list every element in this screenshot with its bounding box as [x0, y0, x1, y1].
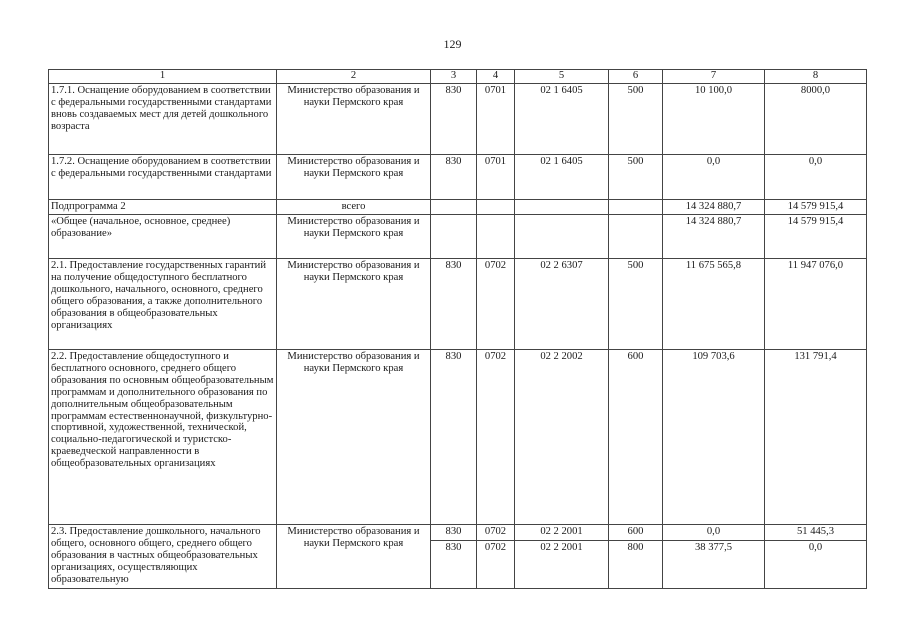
section-cell: [477, 200, 515, 215]
target-article-cell: [515, 525, 609, 589]
expense-type-cell: 500: [609, 259, 663, 350]
row-name-cell: Подпрограмма 2: [49, 200, 277, 215]
amount-cell: 131 791,4: [765, 350, 867, 525]
table-row: [49, 84, 867, 155]
code-cell: [431, 215, 477, 259]
target-article-cell: [515, 200, 609, 215]
department-cell: Министерство образования и науки Пермского края: [277, 525, 431, 589]
row-name-cell: 1.7.1. Оснащение оборудованием в соответствии с федеральными государственными стандартами вновь создаваемых мест для детей дошкольного возраста: [49, 84, 277, 155]
header-cell: 1: [49, 70, 277, 84]
department-cell: Министерство образования и науки Пермского края: [277, 350, 431, 525]
subline-value: 600: [627, 526, 644, 537]
department-cell: всего: [277, 200, 431, 215]
target-article-cell: 02 2 6307: [515, 259, 609, 350]
amount-cell: 14 324 880,7: [663, 215, 765, 259]
subline-value: 02 2 2001: [540, 541, 583, 553]
target-article-cell: [515, 215, 609, 259]
table-row: [49, 215, 867, 259]
subline-value: 0,0: [808, 541, 823, 553]
row-name-cell: «Общее (начальное, основное, среднее) образование»: [49, 215, 277, 259]
subline-value: 0,0: [706, 526, 721, 537]
department-cell: Министерство образования и науки Пермского края: [277, 215, 431, 259]
subline-value: 38 377,5: [694, 541, 733, 553]
amount-cell: 11 947 076,0: [765, 259, 867, 350]
expense-type-cell: [609, 215, 663, 259]
code-cell: 830: [431, 84, 477, 155]
table-row: [49, 350, 867, 525]
code-cell: 830: [431, 259, 477, 350]
expense-type-cell: [609, 200, 663, 215]
row-name-cell: 2.3. Предоставление дошкольного, начального общего, основного общего, среднего общего образования в частных общеобразовательных организациях, осуществляющих образовательную: [49, 525, 277, 589]
subline-value: 830: [445, 526, 462, 537]
budget-table: [48, 69, 867, 589]
row-name-cell: 2.2. Предоставление общедоступного и бесплатного основного, среднего общего образования по основным общеобразовательным программам и дополнительного образования по дополнительным общеобразовательным программам естественнонаучной, физкультурно-спортивной, художественной, технической, социально-педагогической и туристско-краеведческой направленности в общеобразовательных организациях: [49, 350, 277, 525]
header-cell: 5: [515, 70, 609, 84]
target-article-cell: 02 1 6405: [515, 155, 609, 200]
amount-cell: 14 324 880,7: [663, 200, 765, 215]
subline-value: 800: [627, 541, 644, 553]
code-cell: 830: [431, 350, 477, 525]
target-article-cell: 02 1 6405: [515, 84, 609, 155]
header-cell: 6: [609, 70, 663, 84]
subline-value: 02 2 2001: [540, 526, 583, 537]
amount-cell: 14 579 915,4: [765, 200, 867, 215]
table-row: [49, 525, 867, 589]
amount-cell: 109 703,6: [663, 350, 765, 525]
row-name-cell: 2.1. Предоставление государственных гарантий на получение общедоступного бесплатного дошкольного, начального, основного, среднего общего образования, а также дополнительного образования в общеобразовательных организациях: [49, 259, 277, 350]
subline-value: 51 445,3: [796, 526, 835, 537]
subline-value: 0702: [484, 526, 507, 537]
header-cell: 3: [431, 70, 477, 84]
target-article-cell: 02 2 2002: [515, 350, 609, 525]
header-cell: 4: [477, 70, 515, 84]
header-cell: 2: [277, 70, 431, 84]
expense-type-cell: 600: [609, 350, 663, 525]
code-cell: [431, 525, 477, 589]
amount-cell: 11 675 565,8: [663, 259, 765, 350]
table-row: [49, 200, 867, 215]
page-number: 129: [443, 37, 462, 51]
header-row: [49, 70, 867, 84]
amount-cell: 10 100,0: [663, 84, 765, 155]
table-row: [49, 259, 867, 350]
section-cell: 0701: [477, 84, 515, 155]
department-cell: Министерство образования и науки Пермского края: [277, 84, 431, 155]
subline-value: 830: [445, 541, 462, 553]
department-cell: Министерство образования и науки Пермского края: [277, 259, 431, 350]
amount-cell: 0,0: [663, 155, 765, 200]
table-row: [49, 155, 867, 200]
amount-cell: [765, 525, 867, 589]
section-cell: [477, 215, 515, 259]
amount-cell: 14 579 915,4: [765, 215, 867, 259]
header-cell: 8: [765, 70, 867, 84]
row-name-cell: 1.7.2. Оснащение оборудованием в соответствии с федеральными государственными стандартами: [49, 155, 277, 200]
expense-type-cell: 500: [609, 84, 663, 155]
amount-cell: [663, 525, 765, 589]
code-cell: [431, 200, 477, 215]
amount-cell: 8000,0: [765, 84, 867, 155]
department-cell: Министерство образования и науки Пермского края: [277, 155, 431, 200]
subline-value: 0702: [484, 541, 507, 553]
header-cell: 7: [663, 70, 765, 84]
expense-type-cell: [609, 525, 663, 589]
code-cell: 830: [431, 155, 477, 200]
section-cell: 0701: [477, 155, 515, 200]
expense-type-cell: 500: [609, 155, 663, 200]
section-cell: [477, 525, 515, 589]
section-cell: 0702: [477, 259, 515, 350]
amount-cell: 0,0: [765, 155, 867, 200]
section-cell: 0702: [477, 350, 515, 525]
